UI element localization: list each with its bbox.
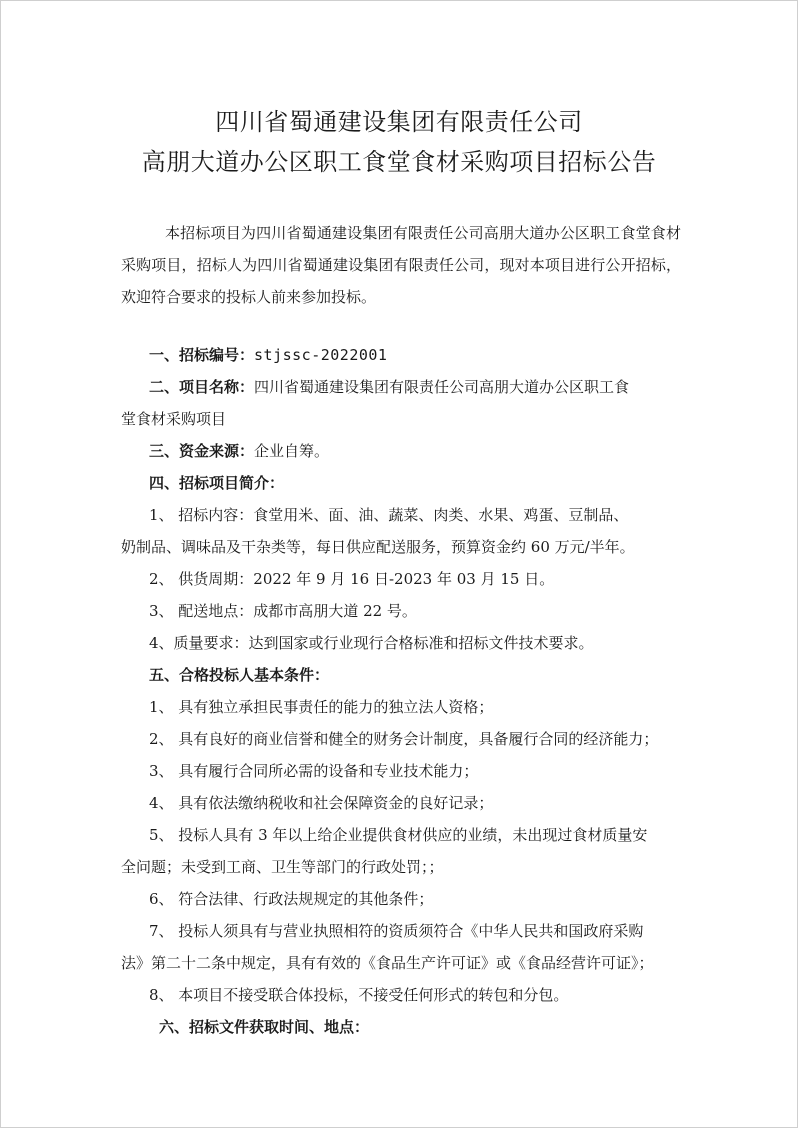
project-name-continuation: 堂食材采购项目 — [121, 410, 227, 428]
document-title-line1: 四川省蜀通建设集团有限责任公司 — [215, 108, 583, 136]
section-heading: 三、资金来源： — [149, 442, 255, 460]
section-heading-project-intro: 四、招标项目简介： — [149, 474, 285, 492]
list-item: 2、 供货周期：2022 年 9 月 16 日-2023 年 03 月 15 日。 — [149, 570, 555, 588]
project-name-value: 四川省蜀通建设集团有限责任公司高朋大道办公区职工食 — [254, 378, 630, 396]
list-item-continuation: 全问题；未受到工商、卫生等部门的行政处罚；； — [121, 858, 444, 876]
list-item: 3、 具有履行合同所必需的设备和专业技术能力； — [149, 762, 479, 780]
intro-paragraph: 本招标项目为四川省蜀通建设集团有限责任公司高朋大道办公区职工食堂食材采购项目，招标人为四川省蜀通建设集团有限责任公司，现对本项目进行公开招标，欢迎符合要求的投标人前来参加投标。 — [121, 224, 681, 306]
list-item: 6、 符合法律、行政法规规定的其他条件； — [149, 890, 434, 908]
list-item: 4、 具有依法缴纳税收和社会保障资金的良好记录； — [149, 794, 494, 812]
document-title-line2: 高朋大道办公区职工食堂食材采购项目招标公告 — [141, 148, 657, 176]
section-heading: 一、招标编号： — [149, 346, 255, 364]
section-heading-qualifications: 五、合格投标人基本条件： — [149, 666, 330, 684]
list-item: 1、 招标内容：食堂用米、面、油、蔬菜、肉类、水果、鸡蛋、豆制品、 — [149, 506, 629, 524]
list-item: 8、 本项目不接受联合体投标，不接受任何形式的转包和分包。 — [149, 986, 569, 1004]
list-item-continuation: 奶制品、调味品及干杂类等，每日供应配送服务，预算资金约 60 万元/半年。 — [121, 538, 635, 556]
list-item: 1、 具有独立承担民事责任的能力的独立法人资格； — [149, 698, 494, 716]
section-fund-source — [149, 435, 729, 467]
section-bid-number — [149, 339, 729, 371]
section-heading: 二、项目名称： — [149, 378, 255, 396]
section-heading-document-acquisition: 六、招标文件获取时间、地点： — [159, 1018, 370, 1036]
list-item: 4、质量要求：达到国家或行业现行合格标准和招标文件技术要求。 — [149, 634, 594, 652]
section-project-name — [149, 371, 729, 403]
bid-number-value: stjssc-2022001 — [254, 346, 388, 364]
list-item: 7、 投标人须具有与营业执照相符的资质须符合《中华人民共和国政府采购 — [149, 922, 644, 940]
fund-source-value: 企业自筹。 — [254, 442, 330, 460]
list-item: 2、 具有良好的商业信誉和健全的财务会计制度，具备履行合同的经济能力； — [149, 730, 659, 748]
list-item-continuation: 法》第二十二条中规定，具有有效的《食品生产许可证》或《食品经营许可证》； — [121, 954, 654, 972]
list-item: 5、 投标人具有 3 年以上给企业提供食材供应的业绩，未出现过食材质量安 — [149, 826, 648, 844]
list-item: 3、 配送地点：成都市高朋大道 22 号。 — [149, 602, 417, 620]
